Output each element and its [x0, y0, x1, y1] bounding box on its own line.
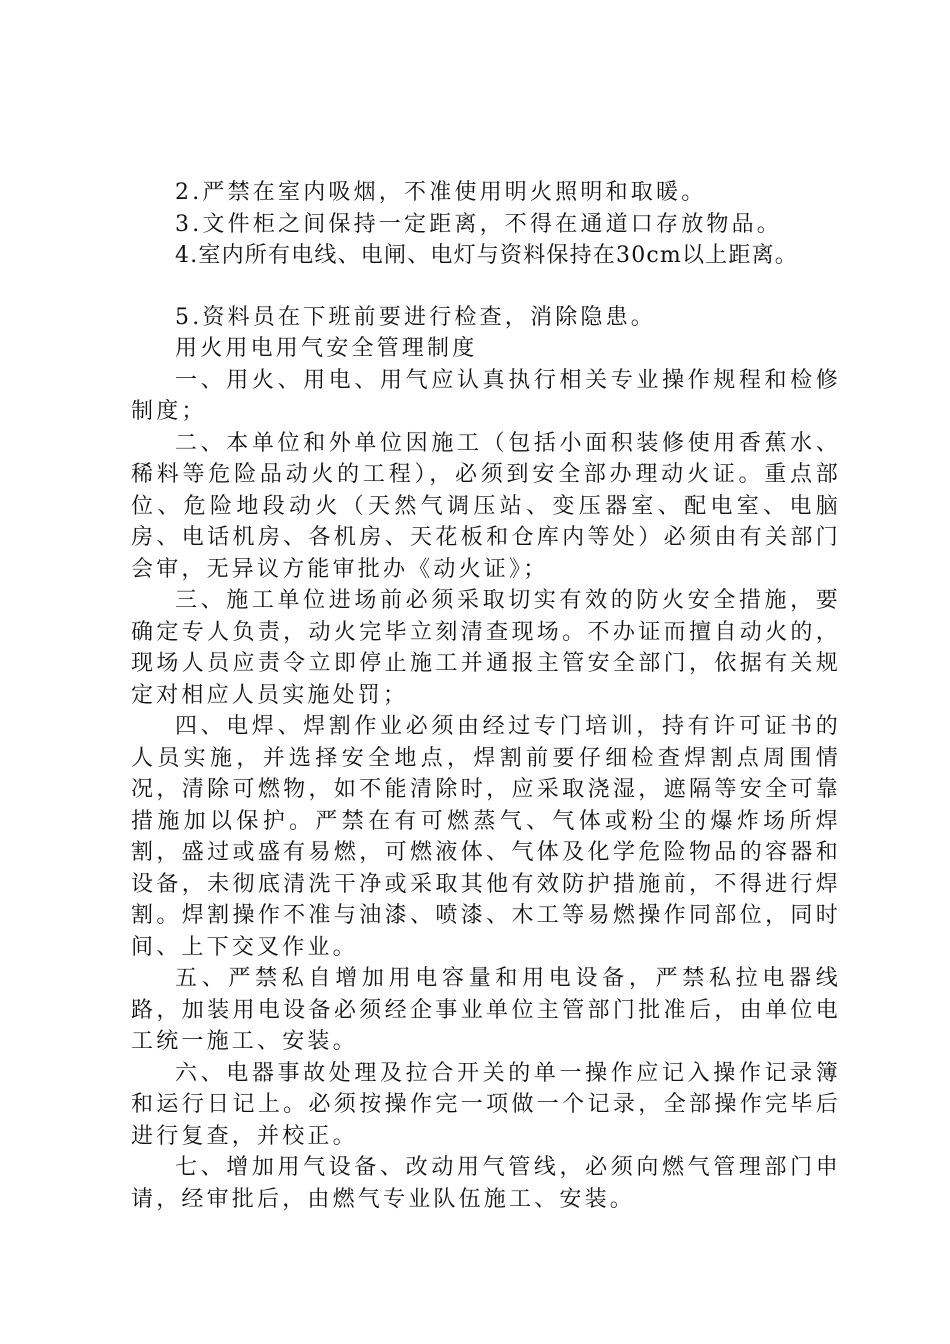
regulation-6: 六、电器事故处理及拉合开关的单一操作应记入操作记录簿和运行日记上。必须按操作完一项做一个记录，全部操作完毕后进行复查，并校正。	[131, 1060, 841, 1149]
rule-item-3: 3.文件柜之间保持一定距离，不得在通道口存放物品。	[175, 211, 782, 237]
document-body	[131, 177, 841, 1215]
regulation-7: 七、增加用气设备、改动用气管线，必须向燃气管理部门申请，经审批后，由燃气专业队伍施工、安装。	[131, 1155, 841, 1212]
regulation-4: 四、电焊、焊割作业必须由经过专门培训，持有许可证书的人员实施，并选择安全地点，焊割前要仔细检查焊割点周围情况，清除可燃物，如不能清除时，应采取浇湿，遮隔等安全可靠措施加以保护。严禁在有可燃蒸气、气体或粉尘的爆炸场所焊割，盛过或盛有易燃，可燃液体、气体及化学危险物品的容器和设备，未彻底清洗干净或采取其他有效防护措施前，不得进行焊割。焊割操作不准与油漆、喷漆、木工等易燃操作同部位，同时间、上下交叉作业。	[131, 714, 841, 960]
regulation-1: 一、用火、用电、用气应认真执行相关专业操作规程和检修制度；	[131, 367, 841, 424]
regulation-3: 三、施工单位进场前必须采取切实有效的防火安全措施，要确定专人负责，动火完毕立刻清查现场。不办证而擅自动火的，现场人员应责令立即停止施工并通报主管安全部门，依据有关规定对相应人员实施处罚；	[131, 588, 841, 708]
rule-item-4: 4.室内所有电线、电闸、电灯与资料保持在30cm以上距离。	[175, 243, 798, 268]
section-title: 用火用电用气安全管理制度	[175, 336, 478, 361]
rule-item-2: 2.严禁在室内吸烟，不准使用明火照明和取暖。	[175, 180, 707, 205]
rule-item-5: 5.资料员在下班前要进行检查，消除隐患。	[175, 304, 656, 330]
regulation-5: 五、严禁私自增加用电容量和用电设备，严禁私拉电器线路，加装用电设备必须经企事业单位主管部门批准后，由单位电工统一施工、安装。	[131, 966, 841, 1054]
regulation-2: 二、本单位和外单位因施工（包括小面积装修使用香蕉水、稀料等危险品动火的工程），必须到安全部办理动火证。重点部位、危险地段动火（天然气调压站、变压器室、配电室、电脑房、电话机房、各机房、天花板和仓库内等处）必须由有关部门会审，无异议方能审批办《动火证》；	[131, 430, 841, 582]
